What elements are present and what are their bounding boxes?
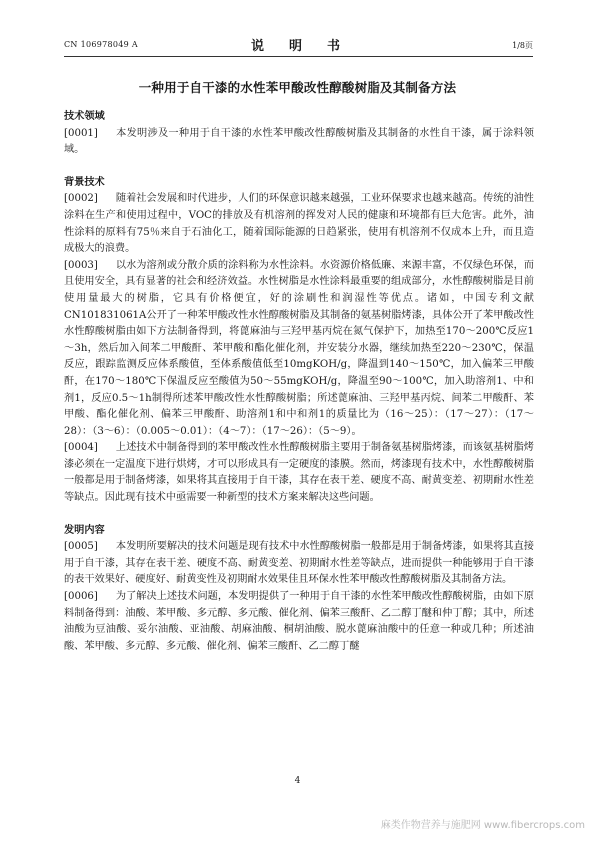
paragraph-number: [0001]: [64, 127, 98, 139]
paragraph-text: 以水为溶剂或分散介质的涂料称为水性涂料。水资源价格低廉、来源丰富，不仅绿色环保，而且使用安全，具有显著的社会和经济效益。水性树脂是水性涂料最重要的组成部分，水性醇酸树脂是目前使用量最大的树脂，它具有价格便宜，好的涂刷性和润湿性等优点。诸如，中国专利文献CN101831061A公开了一种苯甲酸改性水性醇酸树脂及其制备的氨基树脂烤漆，具体公开了苯甲酸改性水性醇酸树脂由如下方法制备得到，将蓖麻油与三羟甲基丙烷在氮气保护下，加热至170～200℃反应1～3h，然后加入间苯二甲酸酐、苯甲酸和酯化催化剂，并安装分水器，继续加热至220～230℃，保温反应，跟踪监测反应体系酸值，至体系酸值低至10mgKOH/g，降温到140～150℃，加入偏苯三甲酸酐，在170～180℃下保温反应至酸值为50～55mgKOH/g，降温至90～100℃，加入助溶剂1、中和剂1，反应0.5～1h制得所述苯甲酸改性水性醇酸树脂；所述蓖麻油、三羟甲基丙烷、间苯二甲酸酐、苯甲酸、酯化催化剂、偏苯三甲酸酐、助溶剂1和中和剂1的质量比为（16～25）：（17～27）：（17～28）：（3～6）：（0.005～0.01）：（4～7）：（17～26）：（5～9）。: [64, 259, 534, 437]
section-heading-technical-field: 技术领域: [64, 111, 105, 122]
paragraph-text: 为了解决上述技术问题，本发明提供了一种用于自干漆的水性苯甲酸改性醇酸树脂，由如下原料制备得到：油酸、苯甲酸、多元醇、多元酸、催化剂、偏苯三酸酐、乙二醇丁醚和仲丁醇；其中，所述油酸为豆油酸、妥尔油酸、亚油酸、胡麻油酸、桐胡油酸、脱水蓖麻油酸中的任意一种或几种；所述油酸、苯甲酸、多元醇、多元酸、催化剂、偏苯三酸酐、乙二醇丁醚: [64, 591, 534, 652]
paragraph-0005: [64, 539, 534, 589]
page-number: 4: [294, 776, 301, 786]
paragraph-text: 上述技术中制备得到的苯甲酸改性水性醇酸树脂主要用于制备氨基树脂烤漆，而该氨基树脂烤漆必须在一定温度下进行烘烤，才可以形成具有一定硬度的漆膜。然而，烤漆现有技术中，水性醇酸树脂一般都是用于制备烤漆，如果将其直接用于自干漆，其存在表干差、硬度不高、耐黄变差、初期耐水性差等缺点。因此现有技术中亟需要一种新型的技术方案来解决这些问题。: [64, 442, 534, 504]
document-body: [64, 109, 534, 655]
paragraph-text: 随着社会发展和时代进步，人们的环保意识越来越强，工业环保要求也越来越高。传统的油性涂料在生产和使用过程中，VOC的排放及有机溶剂的挥发对人民的健康和环境都有巨大危害。此外，油性涂料的原料有75％来自于石油化工，随着国际能源的日趋紧张，使用有机溶剂不仅成本上升，而且造成极大的浪费。: [64, 193, 534, 255]
paragraph-number: [0005]: [64, 541, 98, 553]
document-title: 一种用于自干漆的水性苯甲酸改性醇酸树脂及其制备方法: [138, 80, 457, 95]
watermark: 麻类作物营养与施肥网 www.fibercrops.com: [380, 820, 585, 831]
paragraph-0004: [64, 440, 534, 506]
paragraph-0001: [64, 126, 534, 159]
section-heading-background: 背景技术: [64, 176, 105, 188]
paragraph-0006: [64, 589, 534, 655]
paragraph-0002: [64, 191, 534, 257]
paragraph-0003: [64, 258, 534, 441]
paragraph-text: 本发明涉及一种用于自干漆的水性苯甲酸改性醇酸树脂及其制备的水性自干漆，属于涂料领域。: [64, 127, 534, 156]
paragraph-number: [0003]: [64, 259, 98, 271]
publication-number: CN 106978049 A: [64, 40, 138, 49]
paragraph-number: [0004]: [64, 442, 98, 454]
section-heading-summary: 发明内容: [64, 524, 105, 536]
paragraph-number: [0006]: [64, 591, 98, 603]
page-count: 1/8页: [512, 41, 533, 50]
document-type-title: 说 明 书: [250, 39, 346, 54]
header-rule: [64, 56, 533, 57]
paragraph-number: [0002]: [64, 193, 98, 205]
page-header: [64, 32, 533, 54]
paragraph-text: 本发明所要解决的技术问题是现有技术中水性醇酸树脂一般都是用于制备烤漆，如果将其直接用于自干漆，其存在表干差、硬度不高、耐黄变差、初期耐水性差等缺点，进而提供一种能够用于自干漆的表干效果好、硬度好、耐黄变性及初期耐水效果佳且环保水性苯甲酸改性醇酸树脂及其制备方法。: [64, 541, 534, 586]
